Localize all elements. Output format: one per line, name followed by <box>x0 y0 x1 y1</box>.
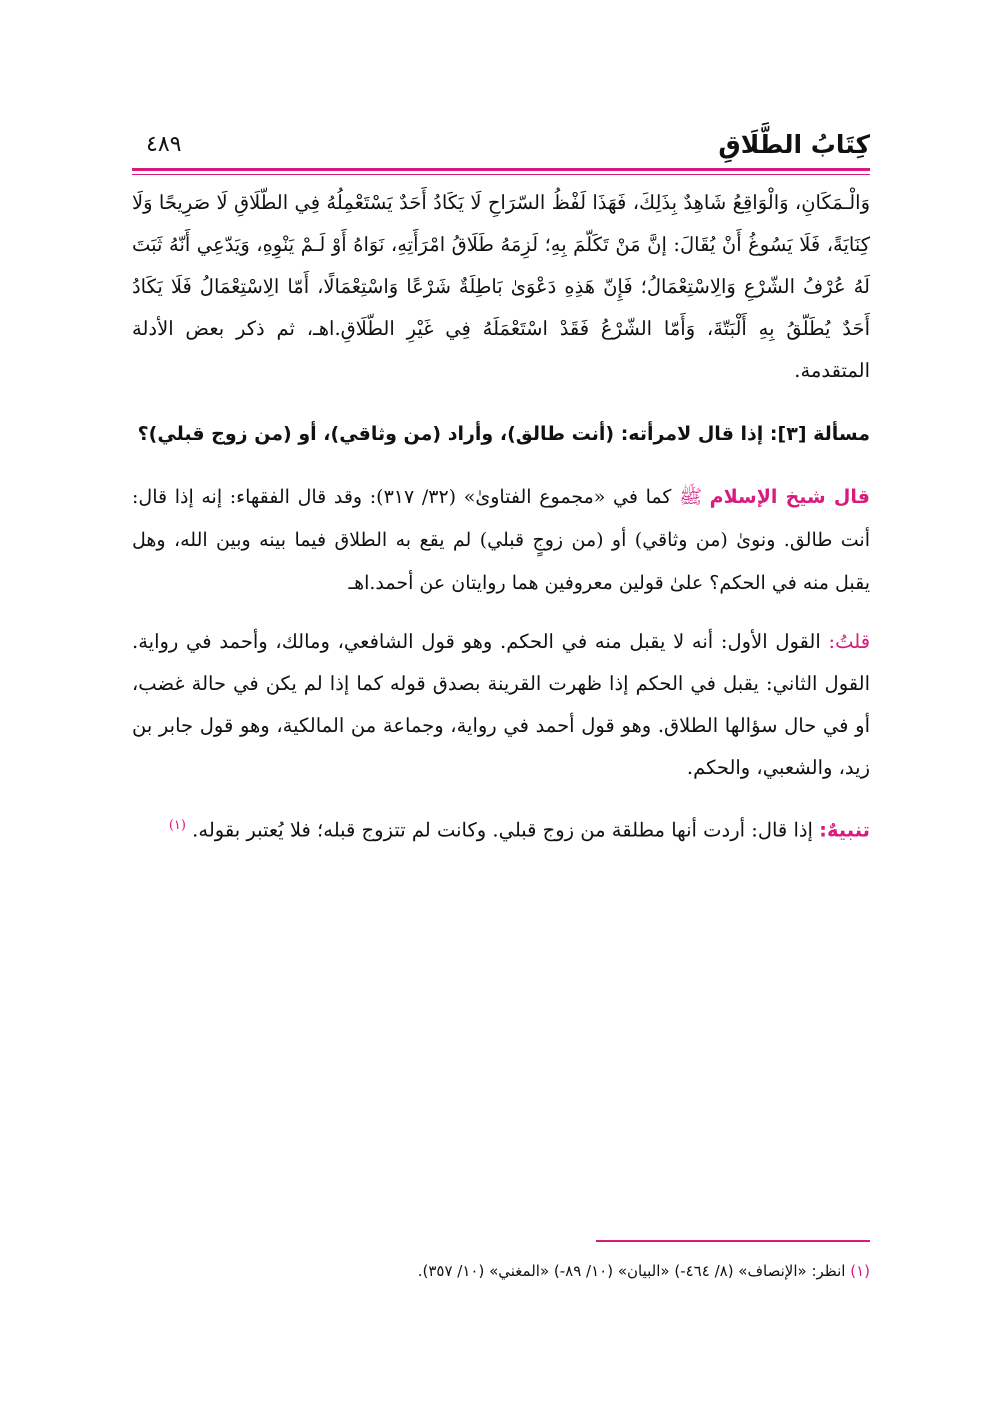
chapter-title: كِتَابُ الطَّلَاقِ <box>718 130 870 159</box>
footnote-text: انظر: «الإنصاف» (٨/ ٤٦٤-) «البيان» (١٠/ ٨٩-) «المغني» (١٠/ ٣٥٧). <box>417 1262 846 1280</box>
footnote-reference[interactable]: (١) <box>168 818 186 833</box>
footnote <box>132 1262 870 1280</box>
header-divider <box>132 168 870 171</box>
footnote-divider <box>596 1240 870 1242</box>
issue-heading <box>132 414 870 454</box>
header-divider-thin <box>132 174 870 175</box>
quote-text: كما في «مجموع الفتاوىٰ» (٣٢/ ٣١٧): وقد قال الفقهاء: إنه إذا قال: أنت طالق. ونوىٰ (من وثاقي) أو (من زوجٍ قبلي) لم يقع به الطلاق فيما بينه وبين الله، وهل يقبل منه في الحكم؟ علىٰ قولين معروفين هما روايتان عن أحمد.اهـ <box>132 486 870 594</box>
qult-paragraph <box>132 621 870 789</box>
issue-label: مسألة [٣]: <box>769 423 870 445</box>
quote-speaker: قال شيخ الإسلام <box>709 486 870 508</box>
qult-text: القول الأول: أنه لا يقبل منه في الحكم. وهو قول الشافعي، ومالك، وأحمد في رواية. القول الثاني: يقبل في الحكم إذا ظهرت القرينة بصدق قوله كما إذا لم يكن في حالة غضب، أو في حال سؤالها الطلاق. وهو قول أحمد في رواية، وجماعة من المالكية، وهو قول جابر بن زيد، والشعبي، والحكم. <box>132 630 870 779</box>
main-text <box>132 182 870 852</box>
footnote-marker: (١) <box>850 1262 870 1280</box>
continuation-paragraph: وَالْـمَكَانِ، وَالْوَاقِعُ شَاهِدٌ بِذَلِكَ، فَهَذَا لَفْظُ السّرَاحِ لَا يَكَادُ أَحَدٌ يَسْتَعْمِلُهُ فِي الطّلَاقِ لَا صَرِيحًا وَلَا كِنَايَةً، فَلَا يَسُوغُ أَنْ يُقَالَ: إنَّ مَنْ تَكَلّمَ بِهِ؛ لَزِمَهُ طَلَاقُ امْرَأَتِهِ، نَوَاهُ أَوْ لَـمْ يَنْوِهِ، وَيَدّعِي أَنّهُ ثَبَتَ لَهُ عُرْفُ الشّرْعِ وَالِاسْتِعْمَالُ؛ فَإِنّ هَذِهِ دَعْوَىٰ بَاطِلَةٌ شَرْعًا وَاسْتِعْمَالًا، أَمّا الِاسْتِعْمَالُ فَلَا يَكَادُ أَحَدٌ يُطَلّقُ بِهِ أَلْبَتّةَ، وَأَمّا الشّرْعُ فَقَدْ اسْتَعْمَلَهُ فِي غَيْرِ الطّلَاقِ.اهـ، ثم ذكر بعض الأدلة المتقدمة. <box>132 191 870 382</box>
page-number: ٤٨٩ <box>146 132 182 157</box>
tanbih-paragraph <box>132 805 870 852</box>
tanbih-label: تنبيهٌ: <box>819 818 870 842</box>
tanbih-text: إذا قال: أردت أنها مطلقة من زوج قبلي. وكانت لم تتزوج قبله؛ فلا يُعتبر بقوله. <box>192 818 813 842</box>
qult-label: قلتُ: <box>828 630 871 653</box>
honorific-glyph: ﷺ <box>679 486 703 508</box>
issue-question: إذا قال لامرأته: (أنت طالق)، وأراد (من وثاقي)، أو (من زوج قبلي)؟ <box>137 423 764 445</box>
quote-paragraph <box>132 476 870 605</box>
running-header <box>132 118 870 168</box>
